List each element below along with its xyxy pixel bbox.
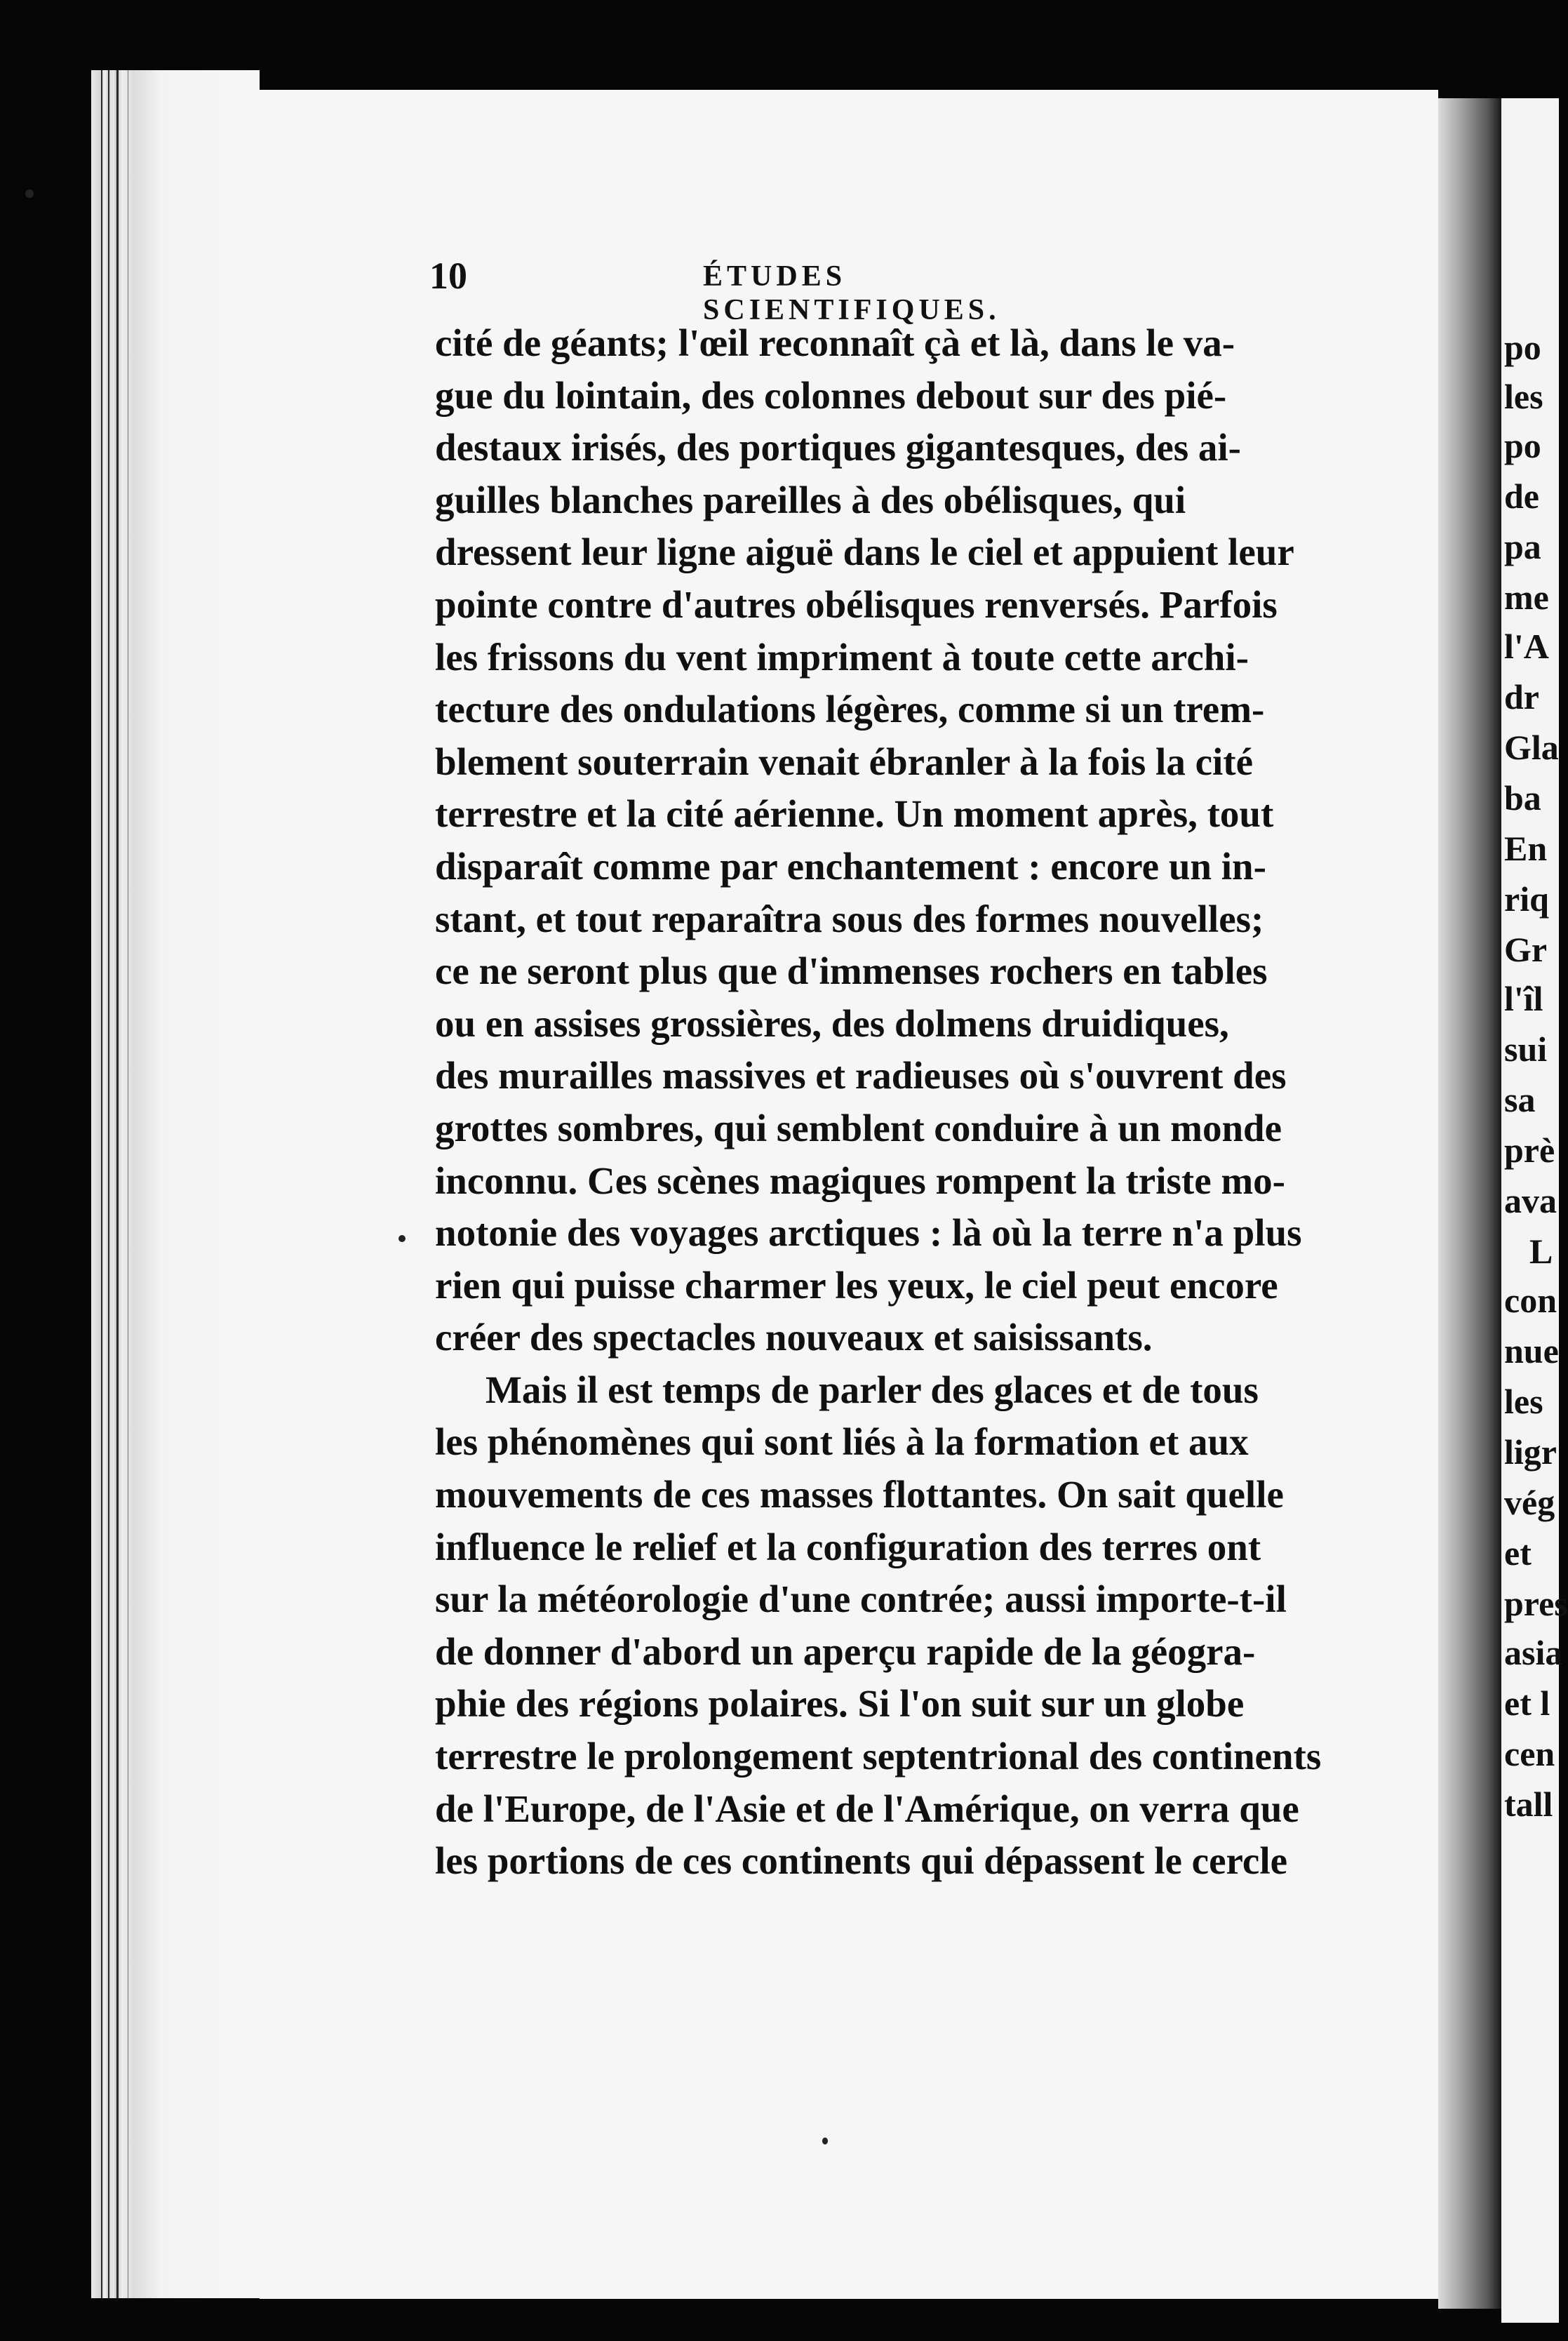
scan-speck <box>25 189 34 198</box>
facing-line: Gla <box>1504 728 1559 767</box>
text-line: ou en assises grossières, des dolmens druidiques, <box>435 1001 1229 1045</box>
facing-line: ligr <box>1504 1432 1557 1472</box>
text-line: inconnu. Ces scènes magiques rompent la triste mo- <box>435 1159 1285 1202</box>
body-text <box>435 317 1417 1888</box>
text-line: les frissons du vent impriment à toute cette archi- <box>435 635 1249 679</box>
facing-line: ava <box>1504 1181 1557 1220</box>
text-line: mouvements de ces masses flottantes. On sait quelle <box>435 1473 1284 1516</box>
facing-line: les <box>1504 1382 1543 1421</box>
paragraph-start-line: Mais il est temps de parler des glaces et de tous <box>485 1368 1259 1411</box>
facing-line: po <box>1504 328 1541 367</box>
text-line: les portions de ces continents qui dépassent le cercle <box>435 1839 1288 1883</box>
facing-line: ba <box>1504 778 1541 818</box>
facing-line: me <box>1504 578 1549 617</box>
facing-line: po <box>1504 426 1541 465</box>
facing-line: L <box>1529 1232 1553 1271</box>
facing-line: les <box>1504 377 1543 416</box>
facing-line: prè <box>1504 1131 1555 1170</box>
text-line: tecture des ondulations légères, comme si un trem- <box>435 688 1265 731</box>
text-line: rien qui puisse charmer les yeux, le ciel peut encore <box>435 1263 1278 1307</box>
text-line: de donner d'abord un aperçu rapide de la géogra- <box>435 1629 1256 1673</box>
text-line: pointe contre d'autres obélisques renversés. Parfois <box>435 582 1278 626</box>
facing-line: riq <box>1504 879 1549 919</box>
text-line: créer des spectacles nouveaux et saisissants. <box>435 1316 1153 1359</box>
facing-line: vég <box>1504 1483 1555 1522</box>
facing-line: de <box>1504 476 1539 516</box>
facing-line: En <box>1504 829 1548 868</box>
scan-speck <box>398 1235 406 1242</box>
facing-line: con <box>1504 1281 1557 1320</box>
facing-line: et <box>1504 1533 1532 1573</box>
left-page-edges <box>91 70 260 2298</box>
facing-line: l'A <box>1504 627 1549 666</box>
facing-page <box>1501 98 1568 2323</box>
text-line: phie des régions polaires. Si l'on suit sur un globe <box>435 1682 1245 1726</box>
text-line: gue du lointain, des colonnes debout sur des pié- <box>435 373 1227 417</box>
text-line: les phénomènes qui sont liés à la formation et aux <box>435 1420 1249 1464</box>
facing-line: asia <box>1504 1633 1563 1672</box>
facing-line: et l <box>1504 1683 1550 1723</box>
text-line: stant, et tout reparaîtra sous des formes nouvelles; <box>435 897 1264 940</box>
running-title: ÉTUDES SCIENTIFIQUES. <box>703 260 1000 326</box>
text-line: ce ne seront plus que d'immenses rochers en tables <box>435 949 1268 993</box>
text-line: disparaît comme par enchantement : encore un in- <box>435 844 1266 888</box>
text-line: blement souterrain venait ébranler à la fois la cité <box>435 740 1254 783</box>
facing-line: sa <box>1504 1080 1536 1119</box>
text-line: notonie des voyages arctiques : là où la terre n'a plus <box>435 1211 1302 1255</box>
facing-line: pa <box>1504 527 1541 566</box>
text-line: grottes sombres, qui semblent conduire à un monde <box>435 1106 1282 1149</box>
text-line: cité de géants; l'œil reconnaît çà et là, dans le va- <box>435 321 1235 364</box>
page-header <box>429 254 1152 326</box>
text-line: destaux irisés, des portiques gigantesques, des ai- <box>435 426 1241 469</box>
text-line: des murailles massives et radieuses où s'ouvrent des <box>435 1054 1287 1098</box>
book-gutter <box>1438 98 1501 2309</box>
scan-speck <box>822 2137 828 2145</box>
facing-line: dr <box>1504 677 1539 716</box>
text-line: dressent leur ligne aiguë dans le ciel et appuient leur <box>435 531 1294 574</box>
facing-line: cen <box>1504 1734 1555 1773</box>
text-line: guilles blanches pareilles à des obélisques, qui <box>435 478 1186 521</box>
text-line: influence le relief et la configuration des terres ont <box>435 1525 1261 1568</box>
facing-line: pres <box>1504 1584 1568 1623</box>
text-line: terrestre et la cité aérienne. Un moment après, tout <box>435 792 1274 836</box>
facing-line: sui <box>1504 1029 1548 1069</box>
facing-line: nue <box>1504 1331 1559 1370</box>
facing-line: Gr <box>1504 930 1548 969</box>
text-line: terrestre le prolongement septentrional des continents <box>435 1735 1322 1778</box>
text-line: de l'Europe, de l'Asie et de l'Amérique, on verra que <box>435 1787 1299 1830</box>
text-line: sur la météorologie d'une contrée; aussi importe-t-il <box>435 1578 1287 1621</box>
facing-line: l'îl <box>1504 979 1543 1018</box>
page-number: 10 <box>429 255 467 297</box>
facing-line: tall <box>1504 1785 1553 1824</box>
